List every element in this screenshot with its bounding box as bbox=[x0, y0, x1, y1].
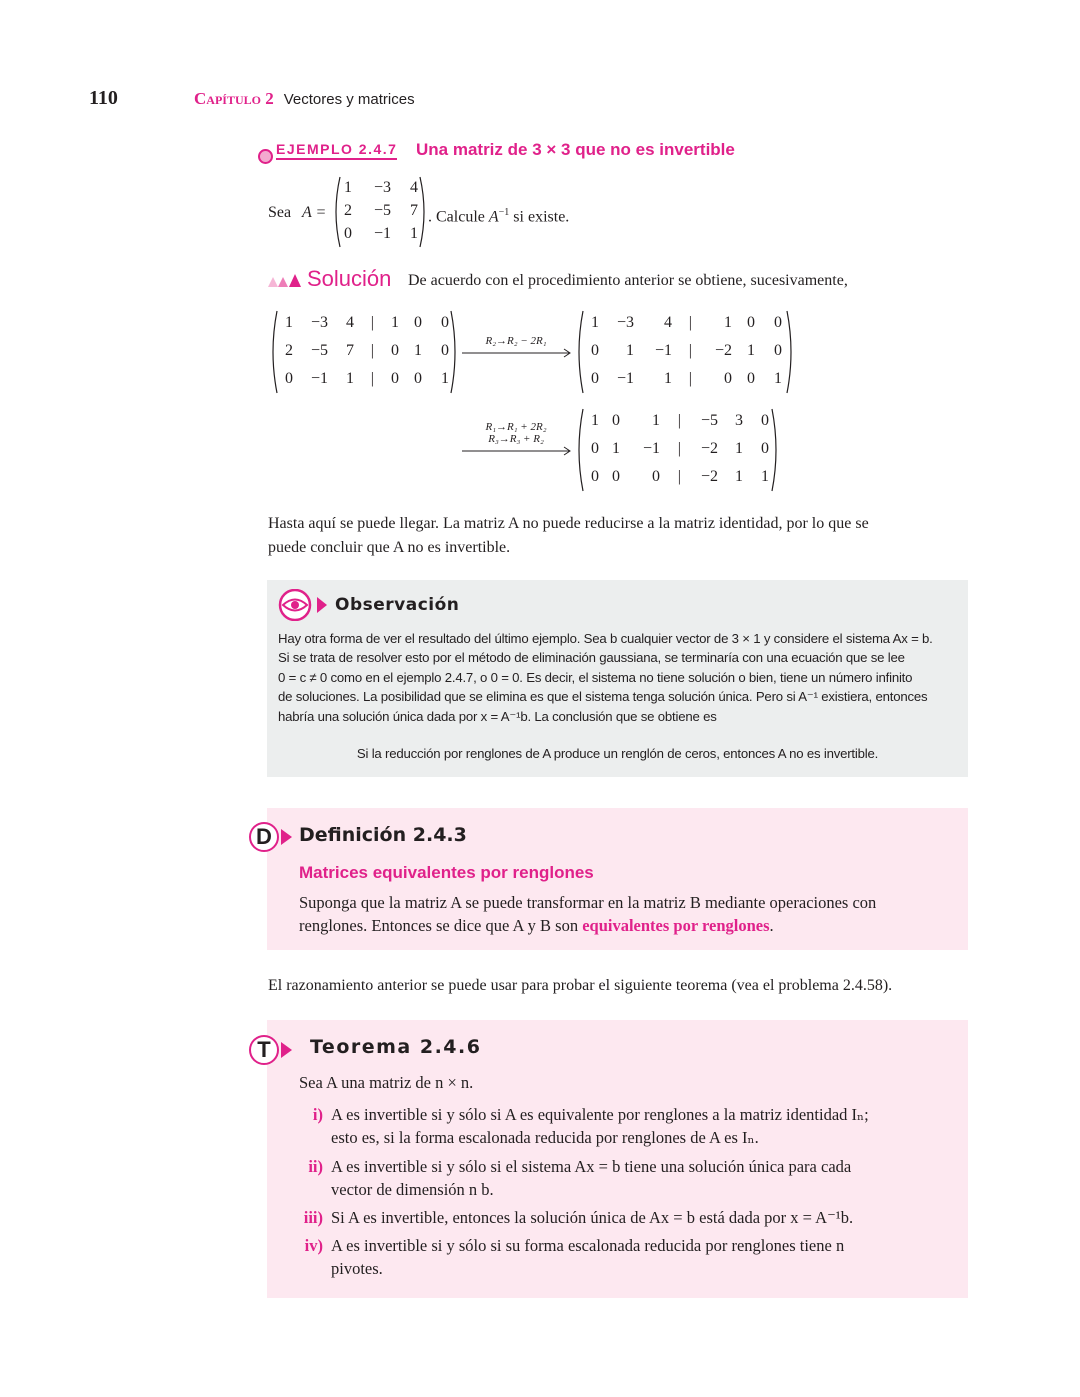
example-heading bbox=[256, 140, 976, 168]
definition-subtitle: Matrices equivalentes por renglones bbox=[299, 863, 594, 882]
conclusion-line-1: Hasta aquí se puede llegar. La matriz A no puede reducirse a la matriz identidad, por lo que se bbox=[268, 515, 869, 532]
theorem-item-line: esto es, si la forma escalonada reducida por renglones de A es Iₙ. bbox=[331, 1128, 759, 1147]
theorem-item-line: A es invertible si y sólo si A es equivalente por renglones a la matriz identidad Iₙ; bbox=[331, 1105, 869, 1124]
matrix-entry: −2 bbox=[714, 342, 732, 359]
theorem-item-label: iv) bbox=[304, 1236, 323, 1255]
matrix-entry: 0 bbox=[612, 412, 620, 429]
theorem-item-label: ii) bbox=[308, 1157, 323, 1176]
matrix-entry: 0 bbox=[612, 468, 620, 485]
row-op-2a: R₁→R₁ + 2R₂ bbox=[485, 421, 547, 433]
matrix-entry: 7 bbox=[410, 202, 418, 219]
row-op-arrow-2 bbox=[462, 421, 574, 457]
matrix-entry: 1 bbox=[735, 440, 743, 457]
observation-line: de soluciones. La posibilidad que se elimina es que el sistema tenga solución única. Pero si A⁻¹ existiera, entonces bbox=[278, 689, 928, 705]
matrix-entry: −1 bbox=[310, 370, 328, 387]
matrix-entry: 1 bbox=[626, 342, 634, 359]
matrix-entry: 0 bbox=[724, 370, 732, 387]
matrix-entry: 0 bbox=[591, 342, 599, 359]
matrix-entry: 0 bbox=[761, 440, 769, 457]
matrix-entry: 0 bbox=[285, 370, 293, 387]
matrix-entry: 1 bbox=[344, 179, 352, 196]
theorem-intro: Sea A una matriz de n × n. bbox=[299, 1073, 474, 1092]
solution-label: Solución bbox=[307, 266, 392, 291]
theorem-box bbox=[257, 1020, 968, 1298]
matrix-entry: 0 bbox=[774, 342, 782, 359]
definition-line-1: Suponga que la matriz A se puede transformar en la matriz B mediante operaciones con bbox=[299, 893, 877, 912]
definition-line-2-post: . bbox=[769, 916, 774, 935]
matrix-entry: −5 bbox=[310, 342, 328, 359]
augment-divider: | bbox=[370, 342, 374, 359]
augmented-matrix-1 bbox=[269, 310, 459, 394]
observation-line: Si se trata de resolver esto por el método de eliminación gaussiana, se terminaría con una ecuación que se lee bbox=[278, 650, 905, 666]
matrix-entry: 1 bbox=[391, 314, 399, 331]
observation-box bbox=[267, 580, 968, 777]
theorem-item-text bbox=[331, 1206, 948, 1229]
observation-line: 0 = c ≠ 0 como en el ejemplo 2.4.7, o 0 = 0. Es decir, el sistema no tiene solución o bien, tiene un número infinito bbox=[278, 669, 913, 685]
observation-line: Hay otra forma de ver el resultado del último ejemplo. Sea b cualquier vector de 3 × 1 y considere el sistema Ax = b. bbox=[278, 631, 933, 646]
matrix-entry: 1 bbox=[652, 412, 660, 429]
matrix-entry: 1 bbox=[414, 342, 422, 359]
matrix-entry: 4 bbox=[410, 179, 418, 196]
observation-conclusion: Si la reducción por renglones de A produce un renglón de ceros, entonces A no es invertible. bbox=[356, 746, 879, 761]
matrix-entry: 0 bbox=[774, 314, 782, 331]
example-prompt bbox=[428, 201, 569, 229]
prompt-prefix: . Calcule bbox=[428, 208, 485, 226]
matrix-entry: 0 bbox=[652, 468, 660, 485]
prompt-suffix: si existe. bbox=[513, 208, 570, 226]
badge-arrow-icon bbox=[281, 1042, 292, 1058]
observation-line: habría una solución única dada por x = A⁻¹b. La conclusión que se obtiene es bbox=[278, 708, 717, 724]
matrix-entry: 7 bbox=[346, 342, 354, 359]
row-op-1: R₂→R₂ − 2R₁ bbox=[485, 335, 547, 347]
definition-badge-icon: D bbox=[249, 822, 279, 852]
definition-title: Definición 2.4.3 bbox=[299, 824, 467, 846]
solution-triangle-icon bbox=[289, 274, 301, 287]
matrix-entry: −2 bbox=[700, 468, 718, 485]
eye-icon bbox=[277, 589, 327, 621]
matrix-entry: 1 bbox=[346, 370, 354, 387]
badge-arrow-icon bbox=[281, 829, 292, 845]
theorem-item-text bbox=[331, 1155, 948, 1201]
definition-term: equivalentes por renglones bbox=[582, 916, 770, 935]
augment-divider: | bbox=[677, 440, 681, 457]
matrix-entry: 2 bbox=[344, 202, 352, 219]
prompt-exp: −1 bbox=[498, 207, 510, 218]
matrix-entry: 0 bbox=[391, 370, 399, 387]
matrix-entry: 0 bbox=[441, 342, 449, 359]
augment-divider: | bbox=[677, 412, 681, 429]
matrix-entry: 0 bbox=[591, 440, 599, 457]
conclusion-line-2: puede concluir que A no es invertible. bbox=[268, 539, 511, 556]
theorem-item-line: A es invertible si y sólo si el sistema Ax = b tiene una solución única para cada bbox=[331, 1157, 852, 1176]
matrix-entry: 1 bbox=[761, 468, 769, 485]
matrix-entry: −5 bbox=[373, 202, 391, 219]
matrix-entry: 0 bbox=[591, 468, 599, 485]
augment-divider: | bbox=[370, 314, 374, 331]
matrix-entry: 0 bbox=[747, 314, 755, 331]
matrix-entry: 0 bbox=[761, 412, 769, 429]
augmented-matrix-3 bbox=[575, 408, 780, 492]
definition-box bbox=[256, 808, 968, 950]
running-header bbox=[194, 89, 415, 109]
definition-line-2-pre: renglones. Entonces se dice que A y B son bbox=[299, 916, 579, 935]
augment-divider: | bbox=[677, 468, 681, 485]
matrix-entry: 0 bbox=[441, 314, 449, 331]
solution-triangle-icon bbox=[268, 277, 278, 287]
matrix-entry: −3 bbox=[310, 314, 328, 331]
theorem-item-line: vector de dimensión n b. bbox=[331, 1180, 494, 1199]
augmented-matrix-2 bbox=[575, 310, 795, 394]
observation-text bbox=[278, 629, 962, 726]
matrix-entry: −1 bbox=[616, 370, 634, 387]
matrix-entry: 0 bbox=[344, 225, 352, 242]
matrix-entry: 0 bbox=[747, 370, 755, 387]
augment-divider: | bbox=[688, 342, 692, 359]
augment-divider: | bbox=[370, 370, 374, 387]
chapter-label: Capítulo 2 bbox=[194, 89, 274, 108]
matrix-entry: 1 bbox=[410, 225, 418, 242]
theorem-item-text bbox=[331, 1234, 948, 1280]
matrix-entry: 2 bbox=[285, 342, 293, 359]
row-op-arrow-1 bbox=[462, 335, 574, 359]
solution-triangle-icon bbox=[278, 277, 288, 287]
theorem-item-text bbox=[331, 1103, 948, 1149]
matrix-entry: 4 bbox=[346, 314, 354, 331]
row-op-2b: R₃→R₃ + R₂ bbox=[488, 433, 544, 445]
observation-title: Observación bbox=[335, 595, 460, 615]
matrix-entry: −3 bbox=[616, 314, 634, 331]
matrix-a bbox=[332, 176, 428, 248]
matrix-entry: 1 bbox=[441, 370, 449, 387]
bridge-paragraph: El razonamiento anterior se puede usar para probar el siguiente teorema (vea el problema 2.4.58). bbox=[268, 977, 893, 994]
matrix-entry: 1 bbox=[285, 314, 293, 331]
matrix-entry: 4 bbox=[664, 314, 672, 331]
chapter-title: Vectores y matrices bbox=[283, 91, 415, 108]
page-number: 110 bbox=[89, 87, 118, 109]
solution-intro: De acuerdo con el procedimiento anterior se obtiene, sucesivamente, bbox=[408, 272, 848, 289]
a-equals: A = bbox=[302, 204, 327, 221]
matrix-entry: 1 bbox=[774, 370, 782, 387]
matrix-entry: −1 bbox=[642, 440, 660, 457]
theorem-item-line: pivotes. bbox=[331, 1259, 383, 1278]
theorem-badge-icon: T bbox=[249, 1035, 279, 1065]
matrix-entry: 1 bbox=[735, 468, 743, 485]
matrix-entry: 1 bbox=[724, 314, 732, 331]
definition-text bbox=[299, 891, 954, 937]
theorem-item-label: i) bbox=[312, 1105, 323, 1124]
matrix-entry: −1 bbox=[654, 342, 672, 359]
matrix-entry: 1 bbox=[747, 342, 755, 359]
matrix-entry: −3 bbox=[373, 179, 391, 196]
matrix-entry: 0 bbox=[391, 342, 399, 359]
example-bullet-icon bbox=[258, 149, 273, 164]
matrix-entry: 0 bbox=[414, 370, 422, 387]
matrix-entry: −2 bbox=[700, 440, 718, 457]
theorem-item-line: Si A es invertible, entonces la solución única de Ax = b está dada por x = A⁻¹b. bbox=[331, 1208, 854, 1227]
matrix-entry: 1 bbox=[664, 370, 672, 387]
matrix-entry: 3 bbox=[735, 412, 743, 429]
theorem-item-line: A es invertible si y sólo si su forma escalonada reducida por renglones tiene n bbox=[331, 1236, 845, 1255]
augment-divider: | bbox=[688, 314, 692, 331]
arrow-icon bbox=[462, 445, 574, 457]
augment-divider: | bbox=[688, 370, 692, 387]
solution-conclusion bbox=[268, 512, 973, 560]
matrix-entry: 1 bbox=[591, 314, 599, 331]
arrow-icon bbox=[462, 347, 574, 359]
matrix-entry: 0 bbox=[591, 370, 599, 387]
prompt-a: A bbox=[488, 208, 499, 226]
example-label: EJEMPLO 2.4.7 bbox=[276, 141, 397, 160]
matrix-entry: −1 bbox=[373, 225, 391, 242]
matrix-entry: −5 bbox=[700, 412, 718, 429]
matrix-entry: 0 bbox=[414, 314, 422, 331]
matrix-entry: 1 bbox=[591, 412, 599, 429]
sea-text: Sea bbox=[268, 204, 292, 221]
theorem-item-label: iii) bbox=[303, 1208, 323, 1227]
matrix-entry: 1 bbox=[612, 440, 620, 457]
theorem-title: Teorema 2.4.6 bbox=[310, 1036, 482, 1058]
example-title: Una matriz de 3 × 3 que no es invertible bbox=[416, 140, 735, 159]
definition-line-2 bbox=[299, 914, 954, 937]
solution-heading bbox=[268, 266, 968, 296]
